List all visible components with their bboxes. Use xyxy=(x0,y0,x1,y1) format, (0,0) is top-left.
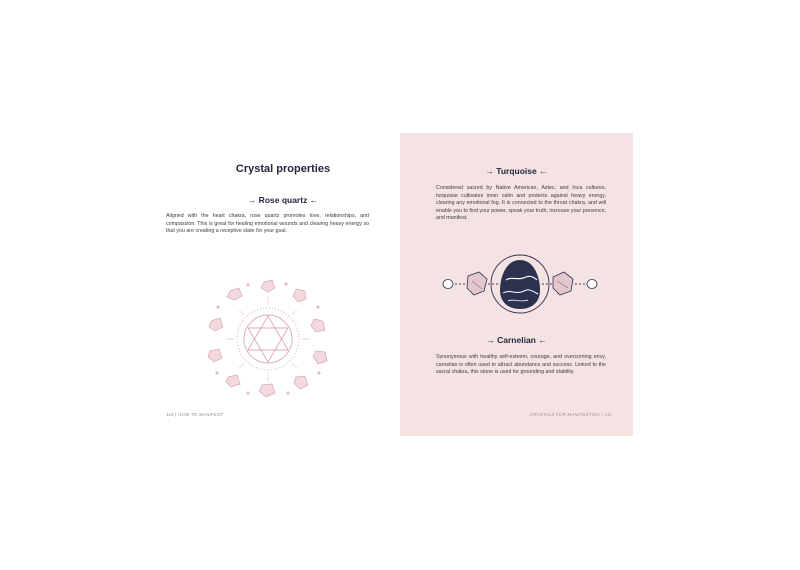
right-folio: CRYSTALS FOR MANIFESTING | 111 xyxy=(529,412,612,417)
left-folio: 110 | HOW TO MANIFEST xyxy=(166,412,224,417)
rose-quartz-text: Aligned with the heart chakra, rose quartz promotes love, relationships, and compassion. This is great for healing emotional wounds and clearing heavy energy so that you are creating a receptive state for your goal. xyxy=(166,213,369,235)
turquoise-heading: → Turquoise ← xyxy=(485,166,548,176)
left-page xyxy=(166,133,400,436)
carnelian-heading: → Carnelian ← xyxy=(486,335,547,345)
turquoise-text: Considered sacred by Native American, Aztec, and Inca cultures, turquoise cultivates inner calm and protects against heavy energy, clearing any emotional fog. It is connected to the throat chakra, and will enable you to find your power, speak your truth, increase your presence, and manifest. xyxy=(436,185,606,222)
carnelian-text: Synonymous with healthy self-esteem, courage, and overcoming envy, carnelian is often used to attract abundance and success. Linked to the sacral chakra, this stone is used for grounding and stability. xyxy=(436,354,606,376)
crystal-cluster-icon xyxy=(208,280,327,397)
right-page xyxy=(400,133,633,436)
rose-quartz-heading: → Rose quartz ← xyxy=(247,195,319,205)
page-title: Crystal properties xyxy=(235,163,331,175)
turquoise-illustration xyxy=(436,251,604,317)
rose-quartz-mandala-icon xyxy=(208,279,328,399)
turquoise-egg-icon xyxy=(500,260,540,309)
hexagram-icon xyxy=(248,316,288,362)
